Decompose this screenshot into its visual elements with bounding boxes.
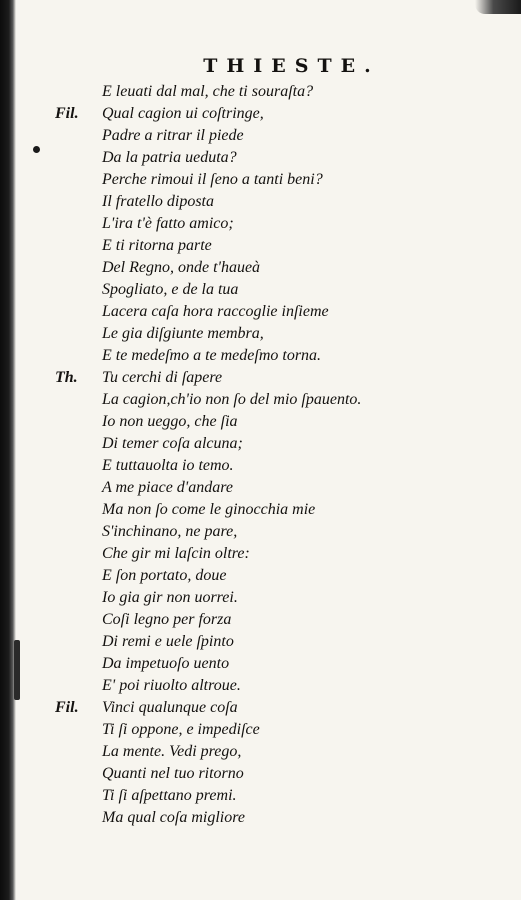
verse-line: La mente. Vedi prego, (102, 743, 242, 760)
verse-line: Del Regno, onde t'haueà (102, 259, 261, 276)
verse-line: S'inchinano, ne pare, (102, 523, 238, 540)
verse-line: Ti ſi aſpettano premi. (102, 787, 237, 804)
scan-edge-shadow (0, 0, 16, 900)
speaker-label: Fil. (55, 699, 79, 716)
verse-line: Che gir mi laſcin oltre: (102, 545, 250, 562)
verse-line: Coſi legno per forza (102, 611, 232, 628)
scan-corner-smudge (475, 0, 521, 14)
verse-line: L'ira t'è fatto amico; (102, 215, 234, 232)
verse-line: Vinci qualunque coſa (102, 699, 238, 716)
verse-line: Qual cagion ui coſtringe, (102, 105, 264, 122)
verse-line: Ti ſi oppone, e impediſce (102, 721, 260, 738)
verse-line: Perche rimoui il ſeno a tanti beni? (102, 171, 323, 188)
verse-line: E leuati dal mal, che ti souraſta? (102, 83, 314, 100)
verse-line: La cagion,ch'io non ſo del mio ſpauento. (102, 391, 362, 408)
verse-line: Ma qual coſa migliore (102, 809, 245, 826)
verse-line: Io non ueggo, che ſia (102, 413, 238, 430)
verse-line: Da la patria ueduta? (102, 149, 237, 166)
verse-line: Io gia gir non uorrei. (102, 589, 238, 606)
verse-line: Di temer coſa alcuna; (102, 435, 243, 452)
speaker-label: Th. (55, 369, 78, 386)
verse-line: E' poi riuolto altroue. (102, 677, 241, 694)
verse-line: Da impetuoſo uento (102, 655, 230, 672)
verse-line: E ti ritorna parte (102, 237, 212, 254)
scan-edge-speck (14, 640, 20, 700)
verse-line: Lacera caſa hora raccoglie inſieme (102, 303, 329, 320)
verse-line: Quanti nel tuo ritorno (102, 765, 244, 782)
verse-line: Il fratello diposta (102, 193, 214, 210)
verse-line: E tuttauolta io temo. (102, 457, 234, 474)
verse-line: Padre a ritrar il piede (102, 127, 244, 144)
ink-blot (33, 146, 40, 153)
verse-line: A me piace d'andare (102, 479, 233, 496)
verse-line: Le gia diſgiunte membra, (102, 325, 264, 342)
verse-line: E ſon portato, doue (102, 567, 227, 584)
verse-line: Spogliato, e de la tua (102, 281, 239, 298)
verse-line: Tu cerchi di ſapere (102, 369, 223, 386)
verse-line: Di remi e uele ſpinto (102, 633, 234, 650)
running-head: THIESTE. (203, 55, 380, 77)
verse-line: Ma non ſo come le ginocchia mie (102, 501, 316, 518)
speaker-label: Fil. (55, 105, 79, 122)
verse-line: E te medeſmo a te medeſmo torna. (102, 347, 322, 364)
